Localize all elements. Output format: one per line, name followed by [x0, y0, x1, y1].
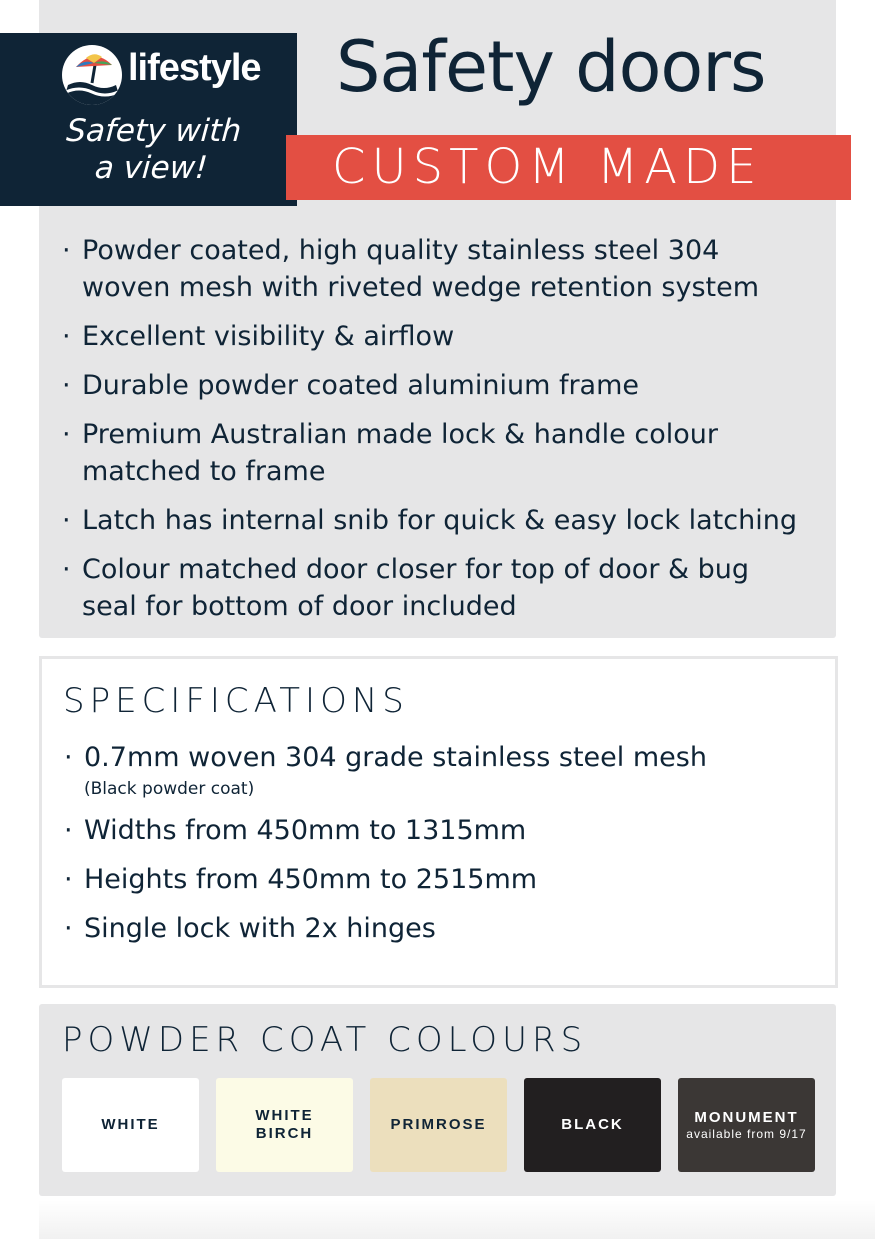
swatch-availability-note: available from 9/17: [686, 1127, 807, 1141]
feature-item: [60, 367, 820, 404]
spec-item: [62, 812, 822, 849]
swatch-white: [62, 1078, 199, 1172]
spec-item: [62, 861, 822, 898]
specifications-heading: SPECIFICATIONS: [63, 681, 409, 721]
feature-item: [60, 318, 820, 355]
swatch-primrose: [370, 1078, 507, 1172]
feature-text: · Latch has internal snib for quick & easy lock latching: [82, 505, 797, 536]
spec-text: · Widths from 450mm to 1315mm: [84, 815, 527, 846]
swatch-label: WHITE BIRCH: [255, 1107, 314, 1142]
specifications-box: [39, 656, 838, 988]
feature-item: [60, 416, 820, 490]
spec-item: [62, 739, 822, 800]
brand-tagline: [37, 113, 267, 187]
colours-heading: POWDER COAT COLOURS: [62, 1020, 588, 1060]
feature-item: [60, 232, 820, 306]
feature-item: [60, 502, 820, 539]
swatch-label: PRIMROSE: [390, 1116, 487, 1133]
lifestyle-logo-icon: [62, 45, 122, 105]
swatch-label: MONUMENT: [694, 1109, 799, 1126]
feature-text: · Durable powder coated aluminium frame: [82, 370, 640, 401]
spec-item: [62, 910, 822, 947]
feature-text: · Colour matched door closer for top of door & bug: [82, 554, 750, 585]
custom-made-text: CUSTOM MADE: [332, 139, 763, 195]
swatch-white-birch: [216, 1078, 353, 1172]
feature-list: [60, 232, 820, 637]
swatch-label: WHITE: [101, 1116, 160, 1133]
swatch-black: [524, 1078, 661, 1172]
feature-text: · Premium Australian made lock & handle colour: [82, 419, 718, 450]
feature-text-cont: woven mesh with riveted wedge retention system: [82, 272, 760, 303]
spec-note: (Black powder coat): [84, 779, 255, 799]
swatch-monument: [678, 1078, 815, 1172]
spec-text: · 0.7mm woven 304 grade stainless steel mesh: [84, 742, 707, 773]
swatch-label: BLACK: [561, 1116, 624, 1133]
feature-item: [60, 551, 820, 625]
feature-text: · Powder coated, high quality stainless steel 304: [82, 235, 720, 266]
brand-block: [0, 33, 297, 206]
custom-made-banner: [286, 135, 851, 200]
page-title: Safety doors: [336, 26, 766, 108]
feature-text-cont: matched to frame: [82, 456, 326, 487]
spec-text: · Heights from 450mm to 2515mm: [84, 864, 538, 895]
feature-text: · Excellent visibility & airflow: [82, 321, 455, 352]
feature-text-cont: seal for bottom of door included: [82, 591, 517, 622]
specifications-list: [62, 739, 822, 959]
tagline-line-2: a view!: [93, 150, 209, 186]
brand-logo-text: lifestyle: [128, 47, 261, 89]
tagline-line-1: Safety with: [65, 113, 243, 149]
spec-text: · Single lock with 2x hinges: [84, 913, 436, 944]
powder-coat-colours-panel: [39, 1004, 836, 1196]
page-footer-shade: [39, 1200, 875, 1239]
